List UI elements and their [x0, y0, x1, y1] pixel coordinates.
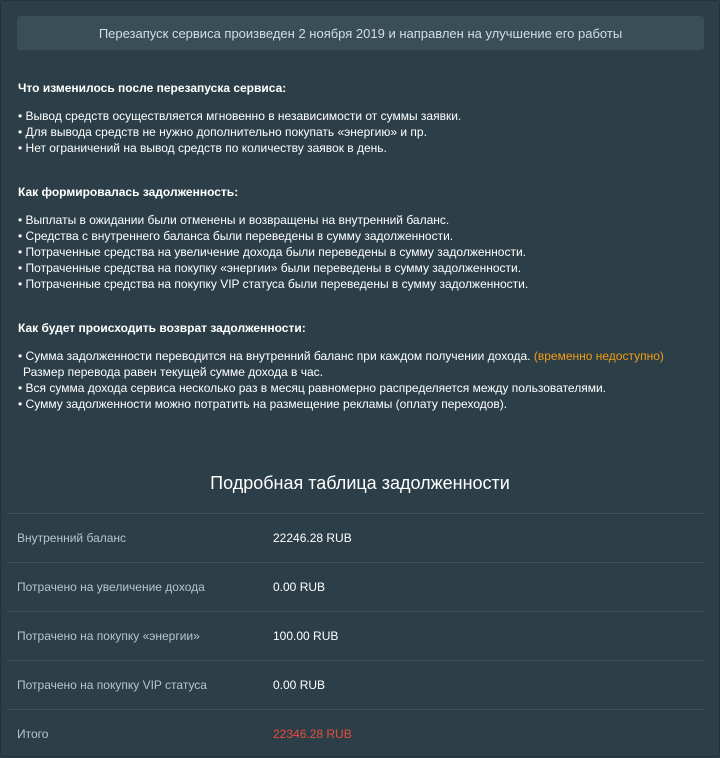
debt-table	[7, 513, 705, 758]
list-item-subtext: Размер перевода равен текущей сумме дохода в час.	[23, 365, 324, 379]
row-label: Потрачено на покупку VIP статуса	[17, 678, 207, 692]
section-debt-return	[18, 321, 708, 412]
list-item: • Потраченные средства на покупку VIP статуса были переведены в сумму задолженности.	[18, 277, 529, 291]
debt-table-title: Подробная таблица задолженности	[210, 473, 510, 493]
list-item: • Нет ограничений на вывод средств по количеству заявок в день.	[18, 141, 387, 155]
list-item: • Потраченные средства на покупку «энергии» были переведены в сумму задолженности.	[18, 261, 522, 275]
row-label: Потрачено на покупку «энергии»	[17, 629, 200, 643]
list-item-text: • Сумма задолженности переводится на внутренний баланс при каждом получении дохода.	[18, 349, 531, 363]
row-value: 22246.28 RUB	[273, 531, 352, 545]
unavailable-badge: (временно недоступно)	[533, 349, 664, 363]
row-label: Потрачено на увеличение дохода	[17, 580, 205, 594]
list-item: • Для вывода средств не нужно дополнительно покупать «энергию» и пр.	[18, 125, 427, 139]
list-item	[18, 348, 708, 380]
restart-notice	[17, 16, 704, 50]
total-label: Итого	[17, 727, 49, 741]
section-debt-formation	[18, 185, 708, 292]
table-row-total	[7, 709, 705, 758]
list-item: • Вывод средств осуществляется мгновенно в независимости от суммы заявки.	[18, 109, 462, 123]
list-item: • Вся сумма дохода сервиса несколько раз в месяц равномерно распределяется между пользователями.	[18, 381, 606, 395]
list-item: • Сумму задолженности можно потратить на размещение рекламы (оплату переходов).	[18, 397, 508, 411]
restart-notice-text: Перезапуск сервиса произведен 2 ноября 2019 и направлен на улучшение его работы	[98, 25, 623, 41]
section-debt-return-title: Как будет происходить возврат задолженности:	[18, 321, 306, 335]
row-label: Внутренний баланс	[17, 531, 127, 545]
section-changes	[18, 81, 708, 156]
section-debt-formation-title: Как формировалась задолженность:	[18, 185, 239, 199]
list-item: • Средства с внутреннего баланса были переведены в сумму задолженности.	[18, 229, 454, 243]
table-row	[7, 562, 705, 611]
section-changes-title: Что изменилось после перезапуска сервиса:	[18, 81, 287, 95]
list-item: • Потраченные средства на увеличение дохода были переведены в сумму задолженности.	[18, 245, 527, 259]
table-row	[7, 660, 705, 709]
table-row	[7, 513, 705, 562]
row-value: 0.00 RUB	[273, 678, 326, 692]
total-value: 22346.28 RUB	[273, 727, 352, 741]
list-item: • Выплаты в ожидании были отменены и возвращены на внутренний баланс.	[18, 213, 450, 227]
row-value: 100.00 RUB	[273, 629, 339, 643]
table-row	[7, 611, 705, 660]
row-value: 0.00 RUB	[273, 580, 326, 594]
